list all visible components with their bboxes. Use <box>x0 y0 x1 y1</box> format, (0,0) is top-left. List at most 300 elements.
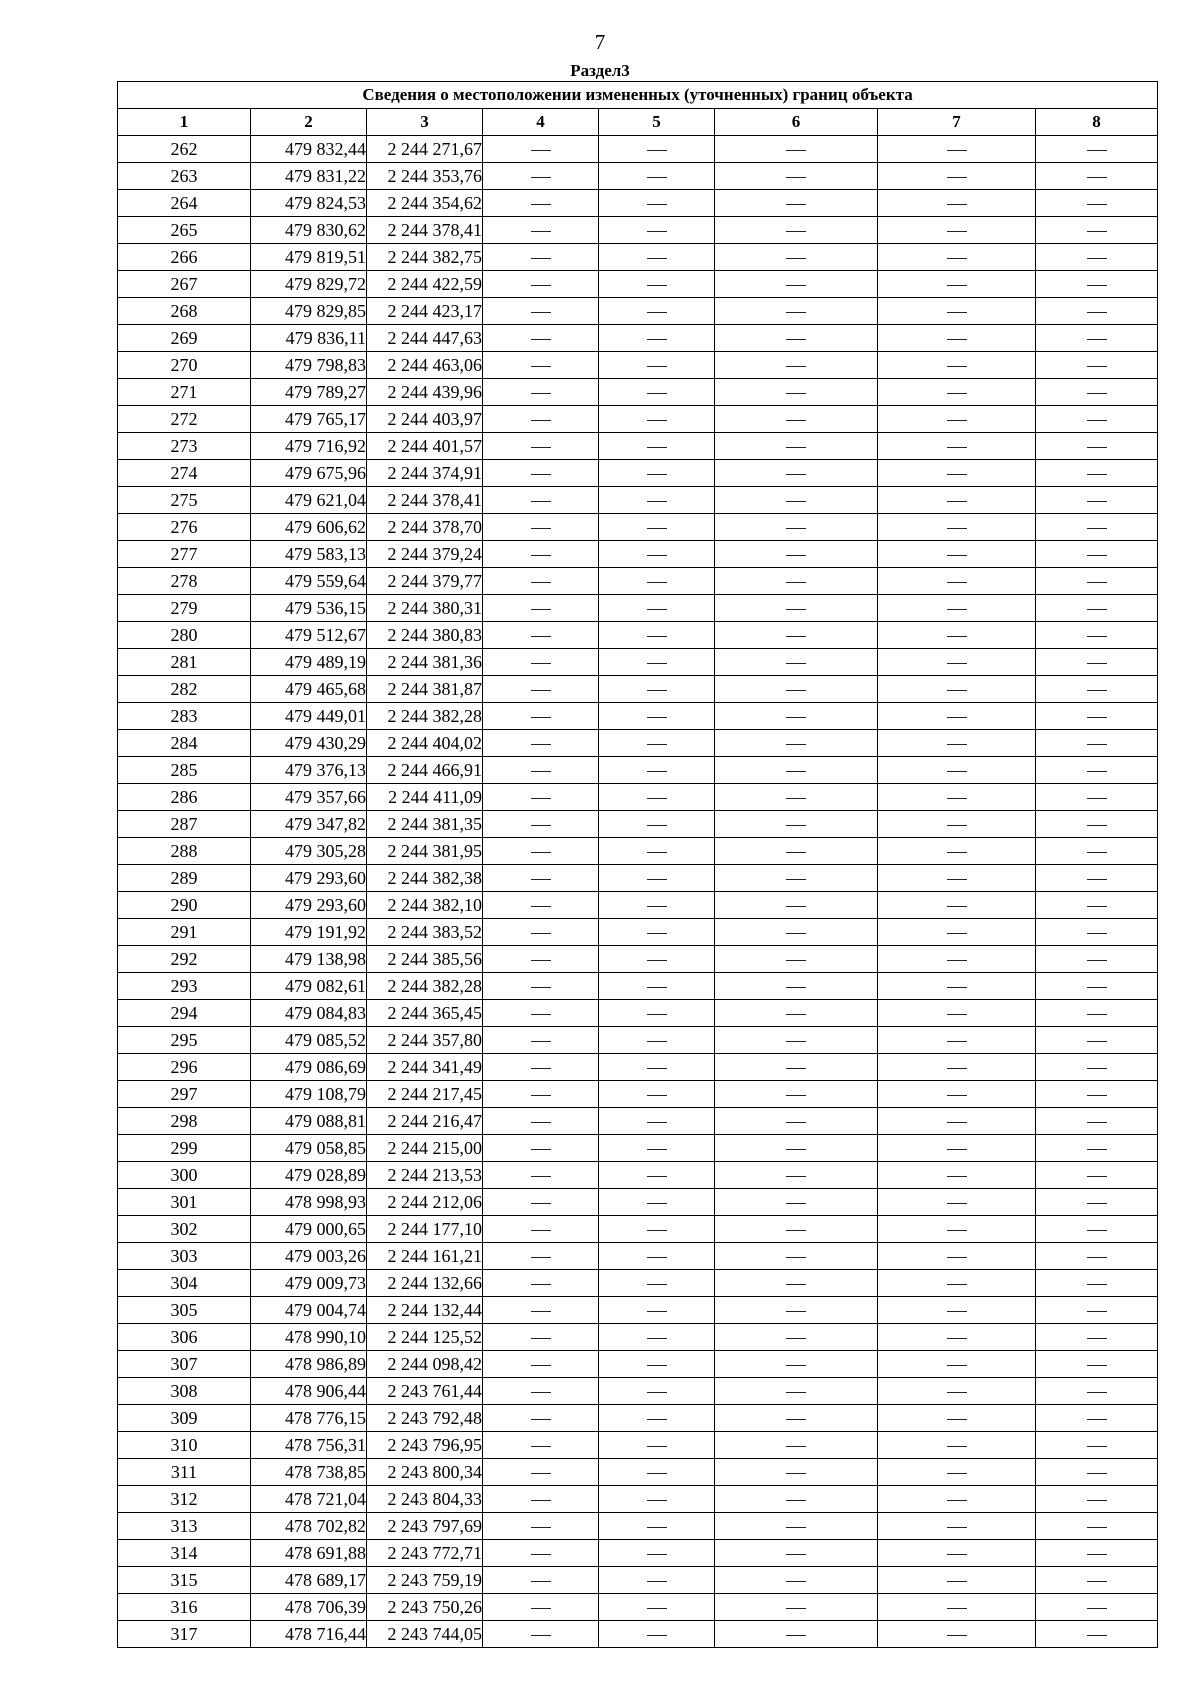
y-coordinate-cell: 2 244 374,91 <box>367 460 483 487</box>
empty-value-cell <box>715 1000 878 1027</box>
dash-mark <box>947 1338 967 1339</box>
dash-mark <box>947 258 967 259</box>
empty-value-cell <box>599 757 715 784</box>
x-coordinate-cell: 478 702,82 <box>251 1513 367 1540</box>
empty-value-cell <box>483 325 599 352</box>
empty-value-cell <box>483 838 599 865</box>
dash-mark <box>947 1014 967 1015</box>
dash-mark <box>531 1419 551 1420</box>
y-coordinate-cell: 2 243 804,33 <box>367 1486 483 1513</box>
point-number-cell: 300 <box>118 1162 251 1189</box>
empty-value-cell <box>599 730 715 757</box>
empty-value-cell <box>715 1405 878 1432</box>
empty-value-cell <box>483 1513 599 1540</box>
point-number-cell: 273 <box>118 433 251 460</box>
empty-value-cell <box>1036 730 1158 757</box>
table-row <box>118 1108 1158 1135</box>
point-number-cell: 288 <box>118 838 251 865</box>
dash-mark <box>786 771 806 772</box>
column-header: 2 <box>251 109 367 136</box>
point-number-cell: 266 <box>118 244 251 271</box>
x-coordinate-cell: 479 465,68 <box>251 676 367 703</box>
x-coordinate-cell: 479 003,26 <box>251 1243 367 1270</box>
table-row <box>118 163 1158 190</box>
empty-value-cell <box>715 1459 878 1486</box>
empty-value-cell <box>878 730 1036 757</box>
empty-value-cell <box>483 1000 599 1027</box>
empty-value-cell <box>599 1162 715 1189</box>
x-coordinate-cell: 479 000,65 <box>251 1216 367 1243</box>
x-coordinate-cell: 479 009,73 <box>251 1270 367 1297</box>
table-row <box>118 1459 1158 1486</box>
dash-mark <box>1087 771 1107 772</box>
empty-value-cell <box>599 460 715 487</box>
empty-value-cell <box>599 1297 715 1324</box>
dash-mark <box>1087 1500 1107 1501</box>
empty-value-cell <box>715 271 878 298</box>
empty-value-cell <box>483 568 599 595</box>
empty-value-cell <box>483 1135 599 1162</box>
y-coordinate-cell: 2 244 381,36 <box>367 649 483 676</box>
empty-value-cell <box>715 190 878 217</box>
empty-value-cell <box>599 1324 715 1351</box>
table-row <box>118 541 1158 568</box>
point-number-cell: 265 <box>118 217 251 244</box>
y-coordinate-cell: 2 244 354,62 <box>367 190 483 217</box>
dash-mark <box>786 906 806 907</box>
column-header: 5 <box>599 109 715 136</box>
point-number-cell: 298 <box>118 1108 251 1135</box>
empty-value-cell <box>599 676 715 703</box>
empty-value-cell <box>483 433 599 460</box>
dash-mark <box>786 1176 806 1177</box>
empty-value-cell <box>599 136 715 163</box>
dash-mark <box>786 393 806 394</box>
point-number-cell: 312 <box>118 1486 251 1513</box>
column-header: 8 <box>1036 109 1158 136</box>
empty-value-cell <box>483 136 599 163</box>
dash-mark <box>947 231 967 232</box>
empty-value-cell <box>878 676 1036 703</box>
dash-mark <box>531 1230 551 1231</box>
dash-mark <box>1087 582 1107 583</box>
empty-value-cell <box>599 1081 715 1108</box>
empty-value-cell <box>878 1513 1036 1540</box>
table-row <box>118 1405 1158 1432</box>
dash-mark <box>1087 258 1107 259</box>
empty-value-cell <box>483 1108 599 1135</box>
empty-value-cell <box>715 379 878 406</box>
point-number-cell: 274 <box>118 460 251 487</box>
table-row <box>118 136 1158 163</box>
empty-value-cell <box>878 595 1036 622</box>
empty-value-cell <box>878 136 1036 163</box>
dash-mark <box>947 1473 967 1474</box>
x-coordinate-cell: 478 990,10 <box>251 1324 367 1351</box>
empty-value-cell <box>599 1243 715 1270</box>
dash-mark <box>947 1311 967 1312</box>
dash-mark <box>1087 744 1107 745</box>
empty-value-cell <box>878 973 1036 1000</box>
dash-mark <box>786 717 806 718</box>
dash-mark <box>647 393 667 394</box>
point-number-cell: 283 <box>118 703 251 730</box>
empty-value-cell <box>715 1378 878 1405</box>
empty-value-cell <box>715 919 878 946</box>
dash-mark <box>1087 1392 1107 1393</box>
empty-value-cell <box>599 1540 715 1567</box>
table-row <box>118 919 1158 946</box>
empty-value-cell <box>878 460 1036 487</box>
table-row <box>118 1540 1158 1567</box>
empty-value-cell <box>599 1432 715 1459</box>
point-number-cell: 267 <box>118 271 251 298</box>
dash-mark <box>947 798 967 799</box>
y-coordinate-cell: 2 243 800,34 <box>367 1459 483 1486</box>
empty-value-cell <box>715 838 878 865</box>
dash-mark <box>647 1095 667 1096</box>
empty-value-cell <box>1036 1432 1158 1459</box>
dash-mark <box>531 366 551 367</box>
empty-value-cell <box>483 487 599 514</box>
dash-mark <box>531 528 551 529</box>
empty-value-cell <box>715 784 878 811</box>
empty-value-cell <box>878 271 1036 298</box>
empty-value-cell <box>599 1351 715 1378</box>
dash-mark <box>947 609 967 610</box>
empty-value-cell <box>878 1351 1036 1378</box>
point-number-cell: 291 <box>118 919 251 946</box>
dash-mark <box>947 1122 967 1123</box>
dash-mark <box>531 1473 551 1474</box>
dash-mark <box>947 177 967 178</box>
dash-mark <box>647 1473 667 1474</box>
empty-value-cell <box>1036 811 1158 838</box>
dash-mark <box>1087 150 1107 151</box>
empty-value-cell <box>878 1243 1036 1270</box>
empty-value-cell <box>483 811 599 838</box>
empty-value-cell <box>878 1540 1036 1567</box>
point-number-cell: 311 <box>118 1459 251 1486</box>
dash-mark <box>1087 177 1107 178</box>
dash-mark <box>947 366 967 367</box>
table-row <box>118 1351 1158 1378</box>
y-coordinate-cell: 2 244 382,28 <box>367 973 483 1000</box>
y-coordinate-cell: 2 244 132,66 <box>367 1270 483 1297</box>
dash-mark <box>947 1635 967 1636</box>
empty-value-cell <box>1036 1405 1158 1432</box>
empty-value-cell <box>1036 1540 1158 1567</box>
dash-mark <box>531 1203 551 1204</box>
dash-mark <box>947 906 967 907</box>
dash-mark <box>647 447 667 448</box>
dash-mark <box>947 582 967 583</box>
empty-value-cell <box>599 703 715 730</box>
x-coordinate-cell: 479 830,62 <box>251 217 367 244</box>
empty-value-cell <box>715 811 878 838</box>
empty-value-cell <box>483 460 599 487</box>
dash-mark <box>786 1284 806 1285</box>
dash-mark <box>1087 906 1107 907</box>
empty-value-cell <box>599 352 715 379</box>
dash-mark <box>947 1230 967 1231</box>
dash-mark <box>786 1554 806 1555</box>
empty-value-cell <box>599 1459 715 1486</box>
x-coordinate-cell: 479 675,96 <box>251 460 367 487</box>
x-coordinate-cell: 479 559,64 <box>251 568 367 595</box>
dash-mark <box>1087 339 1107 340</box>
table-row <box>118 379 1158 406</box>
dash-mark <box>786 987 806 988</box>
x-coordinate-cell: 479 084,83 <box>251 1000 367 1027</box>
table-row <box>118 676 1158 703</box>
empty-value-cell <box>1036 1000 1158 1027</box>
empty-value-cell <box>599 1027 715 1054</box>
empty-value-cell <box>483 676 599 703</box>
dash-mark <box>647 1257 667 1258</box>
empty-value-cell <box>483 1162 599 1189</box>
empty-value-cell <box>1036 703 1158 730</box>
dash-mark <box>531 420 551 421</box>
table-row <box>118 298 1158 325</box>
empty-value-cell <box>878 1000 1036 1027</box>
x-coordinate-cell: 478 738,85 <box>251 1459 367 1486</box>
dash-mark <box>531 555 551 556</box>
point-number-cell: 299 <box>118 1135 251 1162</box>
point-number-cell: 284 <box>118 730 251 757</box>
table-row <box>118 406 1158 433</box>
dash-mark <box>1087 1608 1107 1609</box>
dash-mark <box>531 1608 551 1609</box>
y-coordinate-cell: 2 244 381,87 <box>367 676 483 703</box>
dash-mark <box>786 1311 806 1312</box>
empty-value-cell <box>878 1135 1036 1162</box>
empty-value-cell <box>599 1405 715 1432</box>
y-coordinate-cell: 2 243 750,26 <box>367 1594 483 1621</box>
empty-value-cell <box>715 1621 878 1648</box>
empty-value-cell <box>1036 163 1158 190</box>
point-number-cell: 270 <box>118 352 251 379</box>
empty-value-cell <box>599 1216 715 1243</box>
y-coordinate-cell: 2 244 378,41 <box>367 487 483 514</box>
empty-value-cell <box>715 649 878 676</box>
dash-mark <box>1087 420 1107 421</box>
point-number-cell: 286 <box>118 784 251 811</box>
empty-value-cell <box>599 892 715 919</box>
dash-mark <box>647 636 667 637</box>
y-coordinate-cell: 2 243 759,19 <box>367 1567 483 1594</box>
empty-value-cell <box>715 298 878 325</box>
empty-value-cell <box>1036 1216 1158 1243</box>
empty-value-cell <box>1036 865 1158 892</box>
empty-value-cell <box>715 487 878 514</box>
empty-value-cell <box>878 1621 1036 1648</box>
dash-mark <box>531 1500 551 1501</box>
table-row <box>118 1189 1158 1216</box>
point-number-cell: 317 <box>118 1621 251 1648</box>
table-row <box>118 703 1158 730</box>
dash-mark <box>647 1338 667 1339</box>
dash-mark <box>947 339 967 340</box>
dash-mark <box>947 1176 967 1177</box>
y-coordinate-cell: 2 244 403,97 <box>367 406 483 433</box>
empty-value-cell <box>1036 1270 1158 1297</box>
dash-mark <box>647 474 667 475</box>
dash-mark <box>947 987 967 988</box>
table-row <box>118 784 1158 811</box>
x-coordinate-cell: 479 765,17 <box>251 406 367 433</box>
empty-value-cell <box>1036 1189 1158 1216</box>
y-coordinate-cell: 2 244 379,24 <box>367 541 483 568</box>
y-coordinate-cell: 2 243 796,95 <box>367 1432 483 1459</box>
table-row <box>118 1216 1158 1243</box>
x-coordinate-cell: 478 689,17 <box>251 1567 367 1594</box>
empty-value-cell <box>878 379 1036 406</box>
y-coordinate-cell: 2 244 447,63 <box>367 325 483 352</box>
empty-value-cell <box>878 919 1036 946</box>
dash-mark <box>647 1068 667 1069</box>
x-coordinate-cell: 478 986,89 <box>251 1351 367 1378</box>
table-row <box>118 946 1158 973</box>
column-header-row <box>118 109 1158 136</box>
y-coordinate-cell: 2 244 098,42 <box>367 1351 483 1378</box>
dash-mark <box>1087 1257 1107 1258</box>
empty-value-cell <box>1036 460 1158 487</box>
empty-value-cell <box>878 1162 1036 1189</box>
dash-mark <box>647 582 667 583</box>
dash-mark <box>531 690 551 691</box>
dash-mark <box>647 960 667 961</box>
dash-mark <box>947 825 967 826</box>
table-row <box>118 1378 1158 1405</box>
empty-value-cell <box>483 1567 599 1594</box>
dash-mark <box>786 1446 806 1447</box>
dash-mark <box>647 285 667 286</box>
x-coordinate-cell: 478 756,31 <box>251 1432 367 1459</box>
empty-value-cell <box>878 514 1036 541</box>
section-label: Раздел3 <box>570 61 630 80</box>
empty-value-cell <box>1036 325 1158 352</box>
point-number-cell: 290 <box>118 892 251 919</box>
x-coordinate-cell: 479 512,67 <box>251 622 367 649</box>
empty-value-cell <box>1036 622 1158 649</box>
empty-value-cell <box>483 541 599 568</box>
empty-value-cell <box>1036 1486 1158 1513</box>
empty-value-cell <box>715 163 878 190</box>
table-row <box>118 1297 1158 1324</box>
y-coordinate-cell: 2 244 212,06 <box>367 1189 483 1216</box>
table-row <box>118 1594 1158 1621</box>
point-number-cell: 279 <box>118 595 251 622</box>
dash-mark <box>786 258 806 259</box>
column-header: 6 <box>715 109 878 136</box>
y-coordinate-cell: 2 244 217,45 <box>367 1081 483 1108</box>
dash-mark <box>947 447 967 448</box>
empty-value-cell <box>715 892 878 919</box>
table-row <box>118 811 1158 838</box>
y-coordinate-cell: 2 243 797,69 <box>367 1513 483 1540</box>
dash-mark <box>531 501 551 502</box>
dash-mark <box>647 1527 667 1528</box>
y-coordinate-cell: 2 244 177,10 <box>367 1216 483 1243</box>
y-coordinate-cell: 2 244 380,31 <box>367 595 483 622</box>
empty-value-cell <box>1036 406 1158 433</box>
dash-mark <box>647 798 667 799</box>
point-number-cell: 314 <box>118 1540 251 1567</box>
table-row <box>118 460 1158 487</box>
dash-mark <box>647 1230 667 1231</box>
empty-value-cell <box>878 1567 1036 1594</box>
dash-mark <box>947 393 967 394</box>
dash-mark <box>647 1041 667 1042</box>
dash-mark <box>531 744 551 745</box>
empty-value-cell <box>878 190 1036 217</box>
x-coordinate-cell: 479 347,82 <box>251 811 367 838</box>
empty-value-cell <box>483 352 599 379</box>
empty-value-cell <box>715 757 878 784</box>
empty-value-cell <box>1036 568 1158 595</box>
point-number-cell: 305 <box>118 1297 251 1324</box>
dash-mark <box>647 501 667 502</box>
x-coordinate-cell: 479 058,85 <box>251 1135 367 1162</box>
dash-mark <box>947 285 967 286</box>
y-coordinate-cell: 2 244 161,21 <box>367 1243 483 1270</box>
empty-value-cell <box>483 595 599 622</box>
empty-value-cell <box>1036 676 1158 703</box>
empty-value-cell <box>599 298 715 325</box>
dash-mark <box>947 1284 967 1285</box>
dash-mark <box>647 825 667 826</box>
dash-mark <box>947 1068 967 1069</box>
dash-mark <box>647 1176 667 1177</box>
dash-mark <box>1087 555 1107 556</box>
dash-mark <box>1087 528 1107 529</box>
empty-value-cell <box>878 1081 1036 1108</box>
y-coordinate-cell: 2 244 382,28 <box>367 703 483 730</box>
empty-value-cell <box>599 1270 715 1297</box>
empty-value-cell <box>599 1189 715 1216</box>
empty-value-cell <box>878 703 1036 730</box>
x-coordinate-cell: 479 293,60 <box>251 865 367 892</box>
empty-value-cell <box>599 784 715 811</box>
empty-value-cell <box>878 757 1036 784</box>
dash-mark <box>947 1527 967 1528</box>
dash-mark <box>647 258 667 259</box>
empty-value-cell <box>1036 433 1158 460</box>
empty-value-cell <box>483 649 599 676</box>
empty-value-cell <box>715 703 878 730</box>
empty-value-cell <box>1036 1135 1158 1162</box>
dash-mark <box>786 1230 806 1231</box>
dash-mark <box>531 1041 551 1042</box>
empty-value-cell <box>715 352 878 379</box>
point-number-cell: 301 <box>118 1189 251 1216</box>
dash-mark <box>786 231 806 232</box>
empty-value-cell <box>878 487 1036 514</box>
x-coordinate-cell: 478 716,44 <box>251 1621 367 1648</box>
dash-mark <box>647 690 667 691</box>
point-number-cell: 287 <box>118 811 251 838</box>
empty-value-cell <box>599 1486 715 1513</box>
dash-mark <box>786 960 806 961</box>
dash-mark <box>947 204 967 205</box>
dash-mark <box>1087 852 1107 853</box>
empty-value-cell <box>878 1324 1036 1351</box>
y-coordinate-cell: 2 244 365,45 <box>367 1000 483 1027</box>
table-row <box>118 217 1158 244</box>
empty-value-cell <box>483 865 599 892</box>
y-coordinate-cell: 2 244 380,83 <box>367 622 483 649</box>
